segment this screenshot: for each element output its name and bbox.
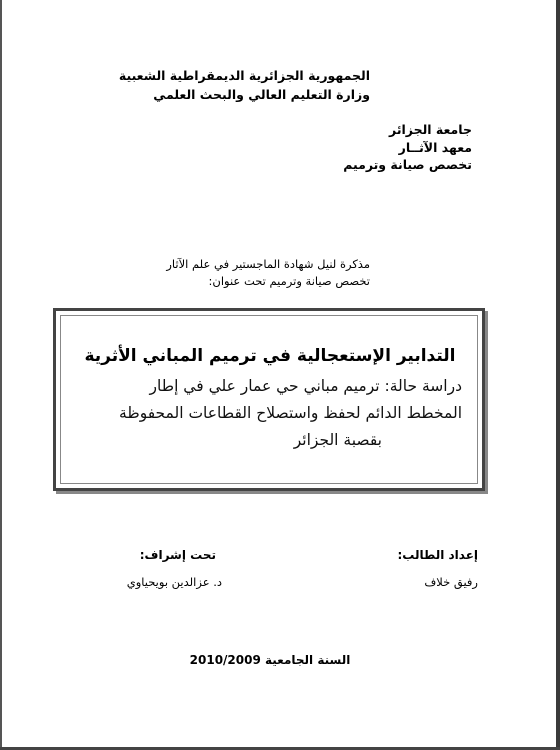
republic-heading: الجمهورية الجزائرية الديمقراطية الشعبية [118, 68, 370, 83]
thesis-subtitle-line-3: بقصبة الجزائر [293, 431, 382, 449]
university-name: جامعة الجزائر [389, 122, 472, 137]
ministry-heading: وزارة التعليم العالي والبحث العلمي [153, 87, 370, 102]
thesis-main-title: التدابير الإستعجالية في ترميم المباني الأثرية [84, 346, 456, 366]
memo-line-1: مذكرة لنيل شهادة الماجستير في علم الآثار [166, 257, 370, 271]
supervisor-name: د. عزالدين بويحياوي [126, 575, 222, 589]
student-name: رفيق خلاف [424, 575, 478, 589]
institute-name: معهد الآثــار [398, 140, 472, 155]
thesis-subtitle-line-2: المخطط الدائم لحفظ واستصلاح القطاعات المحفوظة [119, 404, 462, 422]
academic-year: السنة الجامعية 2010/2009 [189, 653, 351, 667]
title-frame-inner-border [60, 315, 478, 484]
title-frame [53, 308, 485, 491]
memo-line-2: تخصص صيانة وترميم تحت عنوان: [208, 274, 370, 288]
prepared-by-label: إعداد الطالب: [397, 548, 478, 562]
specialty-name: تخصص صيانة وترميم [343, 157, 472, 172]
page-right-edge [556, 0, 560, 750]
thesis-subtitle-line-1: دراسة حالة: ترميم مباني حي عمار علي في إطار [149, 377, 462, 395]
page-left-edge [0, 0, 2, 750]
supervision-label: تحت إشراف: [139, 548, 216, 562]
